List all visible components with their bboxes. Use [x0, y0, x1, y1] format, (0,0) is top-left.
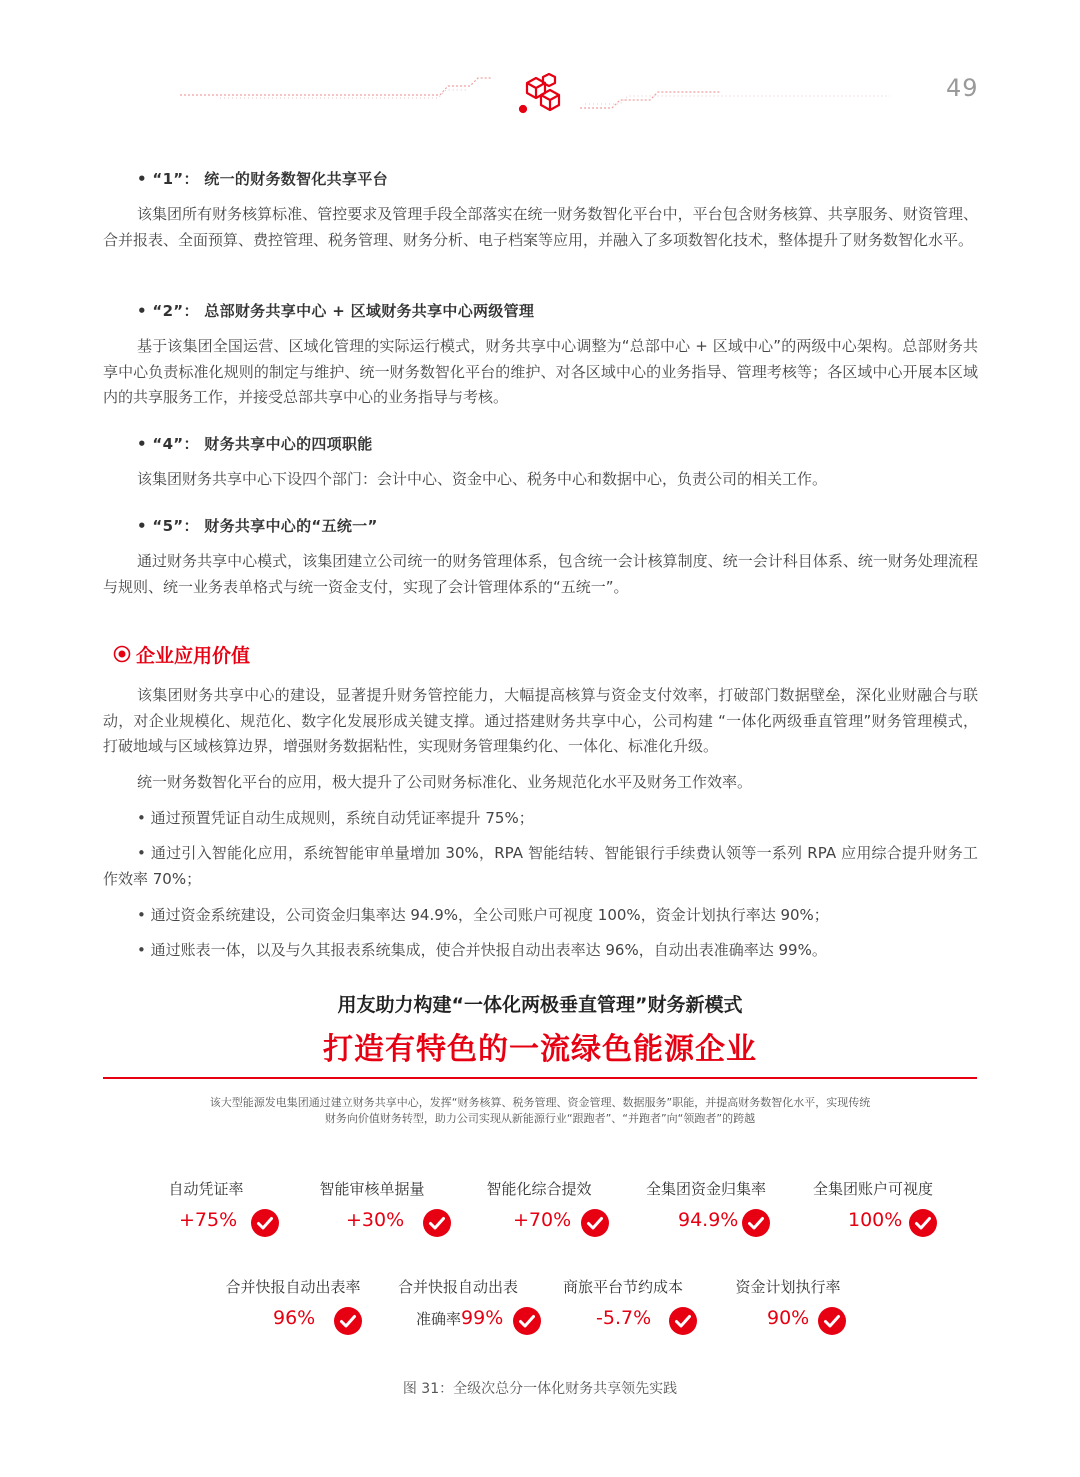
- metric-label: 智能审核单据量: [319, 1180, 425, 1198]
- metric-value: 94.9%: [678, 1209, 739, 1231]
- metric-label: 智能化综合提效: [486, 1180, 592, 1198]
- section-heading: [113, 640, 250, 668]
- section-title: 企业应用价值: [136, 644, 251, 667]
- metric-fund-plan-execution: [688, 1276, 888, 1346]
- value-bullet-2: • 通过引入智能化应用，系统智能审单量增加 30%，RPA 智能结转、智能银行手续费认领等一系列 RPA 应用综合提升财务工作效率 70%；: [103, 844, 978, 888]
- metric-account-visibility: [773, 1178, 973, 1248]
- metric-value: +30%: [346, 1209, 405, 1231]
- metric-label: 商旅平台节约成本: [562, 1278, 683, 1296]
- metric-value: 90%: [767, 1307, 810, 1329]
- value-bullet-1: • 通过预置凭证自动生成规则，系统自动凭证率提升 75%；: [137, 809, 534, 827]
- description-line-2: 财务向价值财务转型，助力公司实现从新能源行业“跟跑者”、“并跑者”向“领跑者”的跨越: [324, 1112, 756, 1125]
- paragraph-1: 该集团所有财务核算标准、管控要求及管理手段全部落实在统一财务数智化平台中，平台包含财务核算、共享服务、财资管理、合并报表、全面预算、费控管理、税务管理、财务分析、电子档案等应用，并融入了多项数智化技术，整体提升了财务数智化水平。: [103, 205, 978, 249]
- infographic-title: 用友助力构建“一体化两极垂直管理”财务新模式: [337, 994, 743, 1016]
- metric-label: 合并快报自动出表: [397, 1278, 518, 1296]
- bullet-title-5: • “5”： 财务共享中心的“五统一”: [137, 517, 378, 535]
- metric-label: 全集团账户可视度: [812, 1180, 933, 1198]
- value-paragraph-2: 统一财务数智化平台的应用，极大提升了公司财务标准化、业务规范化水平及财务工作效率。: [137, 773, 753, 791]
- metric-value: 96%: [273, 1307, 316, 1329]
- check-circle-icon: [818, 1307, 846, 1335]
- value-bullet-4: • 通过账表一体，以及与久其报表系统集成，使合并快报自动出表率达 96%，自动出表准确率达 99%。: [137, 941, 827, 959]
- paragraph-2: 基于该集团全国运营、区域化管理的实际运行模式，财务共享中心调整为“总部中心 + 区域中心”的两级中心架构。总部财务共享中心负责标准化规则的制定与维护、统一财务数智化平台的维护、对各区域中心的业务指导、管理考核等；各区域中心开展本区域内的共享服务工作，并接受总部共享中心的业务指导与考核。: [103, 337, 978, 406]
- bullet-title-4: • “4”： 财务共享中心的四项职能: [137, 435, 373, 453]
- figure-caption: 图 31：全级次总分一体化财务共享领先实践: [402, 1381, 678, 1397]
- metric-label: 合并快报自动出表率: [225, 1278, 361, 1296]
- value-paragraph-1: 该集团财务共享中心的建设，显著提升财务管控能力，大幅提高核算与资金支付效率，打破部门数据壁垒，深化业财融合与联动，对企业规模化、规范化、数字化发展形成关键支撑。通过搭建财务共享中心，公司构建 “一体化两级垂直管理”财务管理模式，打破地域与区域核算边界，增强财务数据粘性，实现财务管理集约化、一体化、标准化升级。: [103, 686, 978, 755]
- check-circle-icon: [742, 1209, 770, 1237]
- check-circle-icon: [909, 1209, 937, 1237]
- metric-label: 全集团资金归集率: [645, 1180, 766, 1198]
- bullet-title-1: • “1”： 统一的财务数智化共享平台: [137, 170, 388, 188]
- page-number: 49: [946, 74, 979, 102]
- metric-value: +75%: [179, 1209, 238, 1231]
- value-bullet-3: • 通过资金系统建设，公司资金归集率达 94.9%，全公司账户可视度 100%，资金计划执行率达 90%；: [137, 906, 829, 924]
- metric-label: 自动凭证率: [168, 1180, 244, 1198]
- metric-value: -5.7%: [596, 1307, 652, 1329]
- infographic-heading: 打造有特色的一流绿色能源企业: [323, 1032, 757, 1067]
- cubes-icon: [520, 74, 559, 112]
- target-circle-icon: [113, 645, 131, 663]
- header-decoration: [180, 68, 900, 118]
- metric-value: 99%: [461, 1307, 504, 1329]
- metric-value: 100%: [848, 1209, 903, 1231]
- bullet-title-2: • “2”： 总部财务共享中心 + 区域财务共享中心两级管理: [137, 302, 535, 320]
- description-line-1: 该大型能源发电集团通过建立财务共享中心，发挥“财务核算、税务管理、资金管理、数据服务”职能，并提高财务数智化水平，实现传统: [209, 1096, 871, 1109]
- paragraph-5: 通过财务共享中心模式，该集团建立公司统一的财务管理体系，包含统一会计核算制度、统一会计科目体系、统一财务处理流程与规则、统一业务表单格式与统一资金支付，实现了会计管理体系的“五统一”。: [103, 552, 978, 596]
- metric-value-wrap: [416, 1307, 503, 1329]
- check-circle-icon: [581, 1209, 609, 1237]
- paragraph-4: 该集团财务共享中心下设四个部门：会计中心、资金中心、税务中心和数据中心，负责公司的相关工作。: [137, 470, 828, 488]
- metric-prefix: 准确率: [416, 1310, 462, 1328]
- divider: [103, 1077, 977, 1079]
- metric-label: 资金计划执行率: [735, 1278, 841, 1296]
- metric-value: +70%: [513, 1209, 572, 1231]
- infographic-description: [190, 1095, 890, 1127]
